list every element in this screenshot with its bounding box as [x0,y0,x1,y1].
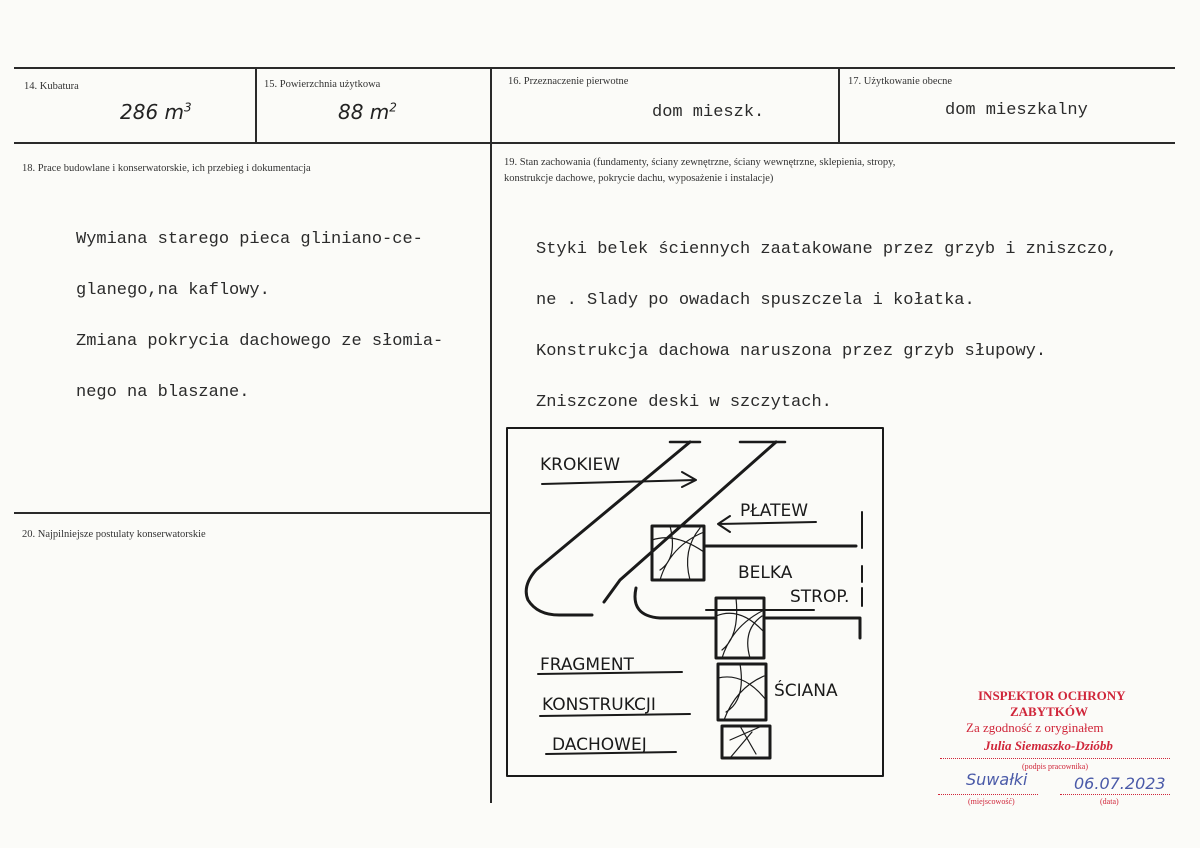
construction-sketch [500,420,890,780]
field18-line: Zmiana pokrycia dachowego ze słomia- [76,332,444,351]
stamp-name: Julia Siemaszko-Dzióbb [984,738,1113,753]
label-dachowej: DACHOWEJ [552,735,647,755]
handwritten-place: Suwałki [966,770,1028,789]
field19-line: Styki belek ściennych zaatakowane przez grzyb i zniszczo, [536,240,1118,259]
label-krokiew: KROKIEW [540,455,621,475]
field18-bottom-border [14,512,491,514]
col-divider-1 [255,67,257,143]
field18-text [76,197,443,418]
stamp-line1: INSPEKTOR OCHRONY [978,688,1126,703]
col-divider-3 [838,67,840,143]
date-dotted-line [1060,794,1170,795]
field19-line: Zniszczone deski w szczytach. [536,393,832,412]
label-platew: PŁATEW [740,501,809,521]
wall-cracks-1 [718,664,766,720]
field17-label: 17. Użytkowanie obecne [848,76,953,87]
label-konstrukcji: KONSTRUKCJI [542,695,656,715]
date-caption: (data) [1100,797,1119,806]
field16-value: dom mieszk. [652,103,765,122]
purlin-cracks [652,526,704,580]
field20-label: 20. Najpilniejsze postulaty konserwatorskie [22,529,206,540]
field19-label-line2: konstrukcje dachowe, pokrycie dachu, wyposażenie i instalacje) [504,173,774,184]
row1-bottom-border [14,142,1175,144]
field18-line: Wymiana starego pieca gliniano-ce- [76,230,423,249]
place-dotted-line [938,794,1038,795]
field19-line: ne . Slady po owadach spuszczela i kołatka. [536,291,975,310]
field15-value-text: 88 m [338,100,390,124]
place-caption: (miejscowość) [968,797,1015,806]
field18-line: nego na blaszane. [76,383,250,402]
field14-label: 14. Kubatura [24,81,79,92]
field19-text [536,207,1118,428]
field14-value-text: 286 m [120,100,185,124]
label-sciana: ŚCIANA [774,681,838,701]
field16-label: 16. Przeznaczenie pierwotne [508,76,629,87]
field19-line: Konstrukcja dachowa naruszona przez grzyb słupowy. [536,342,1047,361]
col-divider-2 [490,67,492,803]
wall-cracks-2 [730,726,762,758]
ceiling-beam-lower [635,588,714,618]
label-fragment: FRAGMENT [540,655,634,675]
field15-unit-exponent: 2 [389,100,397,115]
field18-line: glanego,na kaflowy. [76,281,270,300]
field14-value [120,100,192,124]
form-top-border [14,67,1175,69]
wall-section-2 [722,726,770,758]
field14-unit-exponent: 3 [184,100,192,115]
beam-cracks [716,598,764,658]
signature-caption: (podpis pracownika) [1022,762,1088,771]
label-belka: BELKA [738,563,793,583]
field19-label-line1: 19. Stan zachowania (fundamenty, ściany zewnętrzne, ściany wewnętrzne, sklepienia, stropy, [504,157,896,168]
field17-value: dom mieszkalny [945,101,1088,120]
stamp-line2: ZABYTKÓW [1010,704,1089,719]
beam-right [766,618,860,638]
field15-value [338,100,397,124]
handwritten-date: 06.07.2023 [1074,774,1166,793]
signature-dotted-line [940,758,1170,759]
label-strop: STROP. [790,587,850,607]
field18-label: 18. Prace budowlane i konserwatorskie, ich przebieg i dokumentacja [22,163,311,174]
stamp-line3: Za zgodność z oryginałem [966,720,1104,735]
field15-label: 15. Powierzchnia użytkowa [264,79,381,90]
